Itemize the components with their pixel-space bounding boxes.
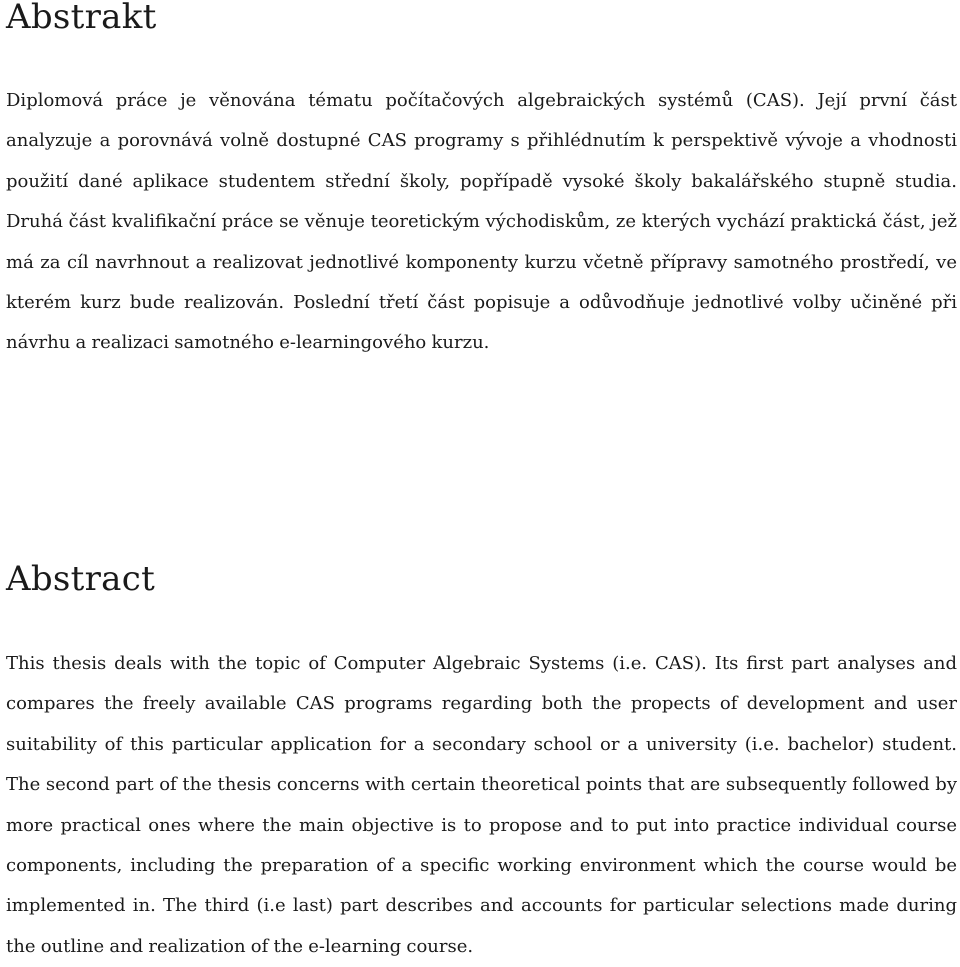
czech-abstract-paragraph: Diplomová práce je věnována tématu počítačových algebraických systémů (CAS). Její první část analyzuje a porovnává volně dostupné CAS programy s přihlédnutím k perspektivě vývoje a vhodnosti použití dané aplikace studentem střední školy, popřípadě vysoké školy bakalářského stupně studia. Druhá část kvalifikační práce se věnuje teoretickým východiskům, ze kterých vychází praktická část, jež má za cíl navrhnout a realizovat jednotlivé komponenty kurzu včetně přípravy samotného prostředí, ve kterém kurz bude realizován. Poslední třetí část popisuje a odůvodňuje jednotlivé volby učiněné při návrhu a realizaci samotného e-learningového kurzu.: [6, 90, 957, 354]
english-abstract-paragraph: This thesis deals with the topic of Computer Algebraic Systems (i.e. CAS). Its first part analyses and compares the freely available CAS programs regarding both the propects of development and user suitability of this particular application for a secondary school or a university (i.e. bachelor) student. The second part of the thesis concerns with certain theoretical points that are subsequently followed by more practical ones where the main objective is to propose and to put into practice individual course components, including the preparation of a specific working environment which the course would be implemented in. The third (i.e last) part describes and accounts for particular selections made during the outline and realization of the e-learning course.: [6, 653, 957, 957]
czech-abstract-heading: Abstrakt: [6, 0, 157, 37]
english-abstract-heading: Abstract: [6, 559, 156, 599]
